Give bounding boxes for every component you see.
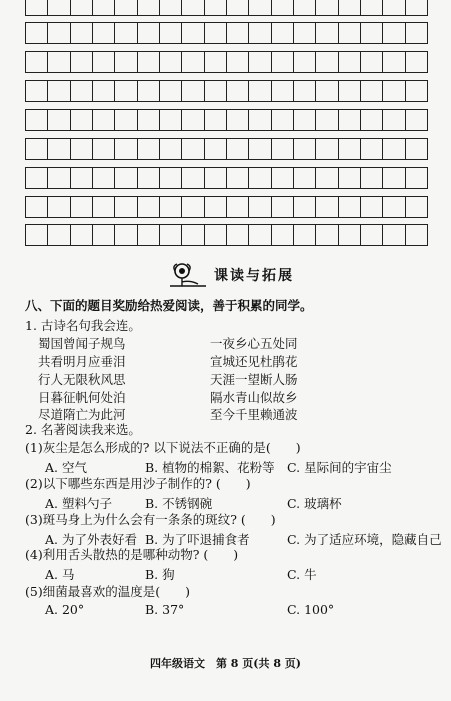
grid-cell xyxy=(138,168,160,188)
grid-cell xyxy=(26,139,48,159)
option-a[interactable]: A. 为了外表好看 xyxy=(45,532,137,547)
option-a[interactable]: A. 塑料勺子 xyxy=(45,496,112,511)
grid-cell xyxy=(294,0,316,15)
grid-cell xyxy=(316,81,338,101)
poem-right-line: 至今千里赖通波 xyxy=(210,407,298,422)
grid-cell xyxy=(294,81,316,101)
grid-row xyxy=(25,224,428,246)
grid-cell xyxy=(182,110,204,130)
grid-cell xyxy=(249,139,271,159)
grid-cell xyxy=(93,52,115,72)
poem-left-line: 尽道隋亡为此河 xyxy=(38,407,126,422)
grid-cell xyxy=(339,168,361,188)
grid-cell xyxy=(93,225,115,245)
grid-cell xyxy=(383,168,405,188)
grid-row xyxy=(25,138,428,160)
grid-cell xyxy=(316,139,338,159)
grid-cell xyxy=(93,0,115,15)
grid-cell xyxy=(294,139,316,159)
grid-cell xyxy=(71,225,93,245)
grid-cell xyxy=(93,81,115,101)
grid-cell xyxy=(227,23,249,43)
grid-cell xyxy=(138,197,160,217)
grid-cell xyxy=(71,23,93,43)
grid-cell xyxy=(93,139,115,159)
grid-cell xyxy=(26,225,48,245)
grid-cell xyxy=(160,52,182,72)
grid-cell xyxy=(227,139,249,159)
grid-cell xyxy=(249,0,271,15)
grid-cell xyxy=(48,110,70,130)
grid-cell xyxy=(205,197,227,217)
grid-cell xyxy=(406,168,427,188)
grid-cell xyxy=(227,52,249,72)
option-c[interactable]: C. 玻璃杯 xyxy=(287,496,342,511)
grid-cell xyxy=(249,110,271,130)
grid-cell xyxy=(93,110,115,130)
question-text: (5)细菌最喜欢的温度是( ) xyxy=(25,584,190,599)
grid-row xyxy=(25,0,428,16)
option-c[interactable]: C. 牛 xyxy=(287,567,317,582)
grid-cell xyxy=(138,110,160,130)
grid-cell xyxy=(406,110,427,130)
option-b[interactable]: B. 为了吓退捕食者 xyxy=(145,532,250,547)
grid-cell xyxy=(160,81,182,101)
grid-cell xyxy=(383,110,405,130)
grid-cell xyxy=(71,110,93,130)
grid-cell xyxy=(26,168,48,188)
grid-cell xyxy=(160,23,182,43)
option-b[interactable]: B. 狗 xyxy=(145,567,175,582)
grid-cell xyxy=(383,23,405,43)
grid-cell xyxy=(227,110,249,130)
grid-cell xyxy=(272,52,294,72)
grid-cell xyxy=(71,139,93,159)
grid-cell xyxy=(182,23,204,43)
option-a[interactable]: A. 空气 xyxy=(45,460,87,475)
grid-cell xyxy=(48,197,70,217)
grid-cell xyxy=(71,197,93,217)
grid-cell xyxy=(406,225,427,245)
grid-cell xyxy=(48,23,70,43)
grid-cell xyxy=(205,0,227,15)
question-text: (4)利用舌头散热的是哪种动物? ( ) xyxy=(25,547,239,562)
grid-cell xyxy=(115,23,137,43)
grid-cell xyxy=(272,23,294,43)
grid-cell xyxy=(160,0,182,15)
option-a[interactable]: A. 马 xyxy=(45,567,75,582)
grid-cell xyxy=(406,81,427,101)
grid-row xyxy=(25,80,428,102)
q2-title: 2. 名著阅读我来选。 xyxy=(25,422,141,437)
grid-cell xyxy=(383,52,405,72)
grid-cell xyxy=(272,0,294,15)
grid-cell xyxy=(26,197,48,217)
grid-cell xyxy=(361,225,383,245)
poem-left-line: 共看明月应垂泪 xyxy=(38,354,126,369)
grid-cell xyxy=(339,23,361,43)
grid-cell xyxy=(249,52,271,72)
grid-cell xyxy=(182,0,204,15)
banner-title: 课读与拓展 xyxy=(214,268,294,284)
option-b[interactable]: B. 37° xyxy=(145,602,185,617)
grid-cell xyxy=(383,0,405,15)
grid-cell xyxy=(48,81,70,101)
option-b[interactable]: B. 植物的棉絮、花粉等 xyxy=(145,460,275,475)
grid-cell xyxy=(294,225,316,245)
option-c[interactable]: C. 为了适应环境，隐藏自己 xyxy=(287,532,442,547)
grid-cell xyxy=(93,197,115,217)
grid-cell xyxy=(48,139,70,159)
poem-right-line: 宣城还见杜鹃花 xyxy=(210,354,298,369)
grid-cell xyxy=(205,110,227,130)
grid-cell xyxy=(361,139,383,159)
grid-cell xyxy=(339,139,361,159)
grid-cell xyxy=(249,168,271,188)
grid-cell xyxy=(383,197,405,217)
grid-cell xyxy=(48,52,70,72)
grid-cell xyxy=(294,23,316,43)
grid-cell xyxy=(272,139,294,159)
grid-cell xyxy=(383,81,405,101)
grid-cell xyxy=(361,168,383,188)
grid-cell xyxy=(160,168,182,188)
grid-cell xyxy=(316,0,338,15)
grid-cell xyxy=(361,0,383,15)
option-a[interactable]: A. 20° xyxy=(45,602,85,617)
grid-row xyxy=(25,51,428,73)
grid-cell xyxy=(294,197,316,217)
grid-cell xyxy=(115,81,137,101)
poem-right-line: 一夜乡心五处同 xyxy=(210,336,298,351)
grid-cell xyxy=(316,52,338,72)
grid-cell xyxy=(316,225,338,245)
grid-cell xyxy=(182,168,204,188)
grid-cell xyxy=(294,52,316,72)
flower-icon xyxy=(168,262,208,288)
grid-cell xyxy=(339,81,361,101)
grid-cell xyxy=(115,168,137,188)
grid-cell xyxy=(205,52,227,72)
grid-row xyxy=(25,22,428,44)
grid-cell xyxy=(383,139,405,159)
grid-cell xyxy=(406,23,427,43)
grid-cell xyxy=(26,23,48,43)
grid-cell xyxy=(361,197,383,217)
grid-cell xyxy=(93,168,115,188)
grid-cell xyxy=(48,0,70,15)
grid-cell xyxy=(71,52,93,72)
poem-right-line: 隔水青山似故乡 xyxy=(210,390,298,405)
grid-cell xyxy=(227,225,249,245)
grid-cell xyxy=(26,0,48,15)
grid-cell xyxy=(316,23,338,43)
option-c[interactable]: C. 星际间的宇宙尘 xyxy=(287,460,392,475)
grid-cell xyxy=(138,23,160,43)
grid-cell xyxy=(249,197,271,217)
grid-cell xyxy=(294,110,316,130)
grid-cell xyxy=(205,23,227,43)
grid-cell xyxy=(361,52,383,72)
grid-cell xyxy=(294,168,316,188)
section-heading: 八、下面的题目奖励给热爱阅读，善于积累的同学。 xyxy=(25,298,313,313)
grid-cell xyxy=(227,81,249,101)
grid-cell xyxy=(48,168,70,188)
grid-row xyxy=(25,167,428,189)
grid-cell xyxy=(160,139,182,159)
grid-cell xyxy=(182,225,204,245)
grid-cell xyxy=(138,225,160,245)
grid-cell xyxy=(115,110,137,130)
grid-cell xyxy=(160,110,182,130)
grid-cell xyxy=(249,23,271,43)
grid-cell xyxy=(138,81,160,101)
grid-cell xyxy=(71,81,93,101)
grid-cell xyxy=(205,139,227,159)
grid-cell xyxy=(115,225,137,245)
option-b[interactable]: B. 不锈钢碗 xyxy=(145,496,213,511)
grid-cell xyxy=(205,225,227,245)
grid-cell xyxy=(182,197,204,217)
grid-cell xyxy=(138,0,160,15)
grid-cell xyxy=(339,197,361,217)
grid-cell xyxy=(227,197,249,217)
grid-cell xyxy=(138,139,160,159)
grid-row xyxy=(25,196,428,218)
grid-cell xyxy=(316,197,338,217)
grid-cell xyxy=(71,168,93,188)
grid-cell xyxy=(272,225,294,245)
poem-left-line: 日暮征帆何处泊 xyxy=(38,390,126,405)
grid-cell xyxy=(205,168,227,188)
grid-cell xyxy=(406,139,427,159)
grid-cell xyxy=(406,0,427,15)
grid-cell xyxy=(339,225,361,245)
grid-cell xyxy=(205,81,227,101)
grid-cell xyxy=(272,168,294,188)
grid-cell xyxy=(361,81,383,101)
grid-cell xyxy=(383,225,405,245)
q1-title: 1. 古诗名句我会连。 xyxy=(25,318,141,333)
page-footer: 四年级语文 第 8 页(共 8 页) xyxy=(149,657,302,670)
grid-cell xyxy=(138,52,160,72)
poem-left-line: 行人无限秋风思 xyxy=(38,372,126,387)
grid-cell xyxy=(182,81,204,101)
grid-cell xyxy=(182,52,204,72)
grid-cell xyxy=(115,139,137,159)
poem-left-line: 蜀国曾闻子规鸟 xyxy=(38,336,126,351)
grid-cell xyxy=(249,81,271,101)
grid-cell xyxy=(316,110,338,130)
grid-cell xyxy=(227,168,249,188)
grid-cell xyxy=(48,225,70,245)
grid-cell xyxy=(227,0,249,15)
grid-cell xyxy=(249,225,271,245)
grid-cell xyxy=(26,52,48,72)
grid-cell xyxy=(339,110,361,130)
grid-cell xyxy=(182,139,204,159)
grid-cell xyxy=(361,23,383,43)
grid-cell xyxy=(115,197,137,217)
grid-cell xyxy=(272,110,294,130)
poem-right-line: 天涯一望断人肠 xyxy=(210,372,298,387)
grid-cell xyxy=(339,0,361,15)
question-text: (2)以下哪些东西是用沙子制作的? ( ) xyxy=(25,476,251,491)
section-banner xyxy=(168,262,294,288)
grid-cell xyxy=(339,52,361,72)
question-text: (1)灰尘是怎么形成的? 以下说法不正确的是( ) xyxy=(25,440,301,455)
grid-cell xyxy=(160,225,182,245)
grid-row xyxy=(25,109,428,131)
grid-cell xyxy=(93,23,115,43)
grid-cell xyxy=(406,197,427,217)
option-c[interactable]: C. 100° xyxy=(287,602,335,617)
grid-cell xyxy=(71,0,93,15)
grid-cell xyxy=(160,197,182,217)
grid-cell xyxy=(272,81,294,101)
grid-cell xyxy=(316,168,338,188)
question-text: (3)斑马身上为什么会有一条条的斑纹? ( ) xyxy=(25,512,276,527)
writing-grid xyxy=(25,0,428,258)
grid-cell xyxy=(26,110,48,130)
grid-cell xyxy=(272,197,294,217)
grid-cell xyxy=(406,52,427,72)
grid-cell xyxy=(26,81,48,101)
grid-cell xyxy=(115,52,137,72)
grid-cell xyxy=(115,0,137,15)
grid-cell xyxy=(361,110,383,130)
